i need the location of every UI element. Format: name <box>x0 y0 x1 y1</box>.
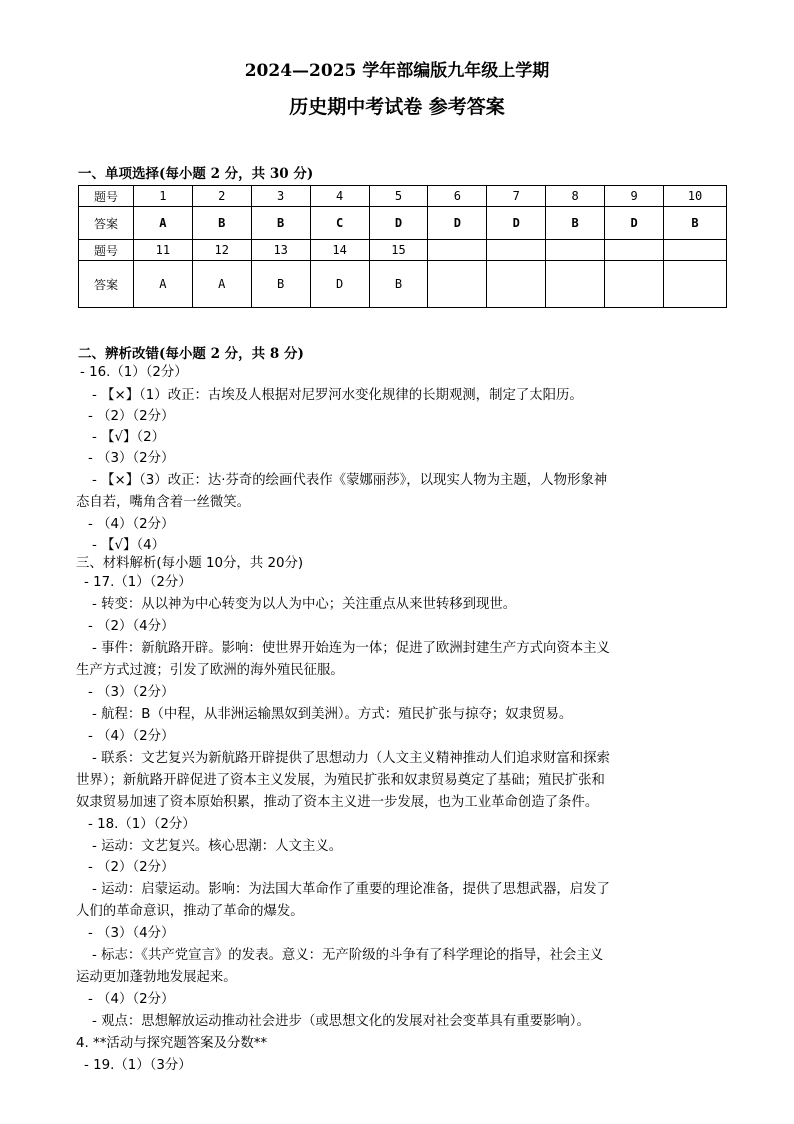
empty-cell <box>546 261 605 308</box>
answer-line: - （4）（2分） <box>88 517 175 532</box>
answer-line: - 【√】（2） <box>92 430 166 445</box>
answer-line: - 运动：文艺复兴。核心思潮：人文主义。 <box>92 839 343 854</box>
answer-cell: D <box>428 207 487 240</box>
answer-cell: D <box>605 207 664 240</box>
answer-line: - 转变：从以神为中心转变为以人为中心；关注重点从来世转移到现世。 <box>92 597 517 612</box>
question-number: 8 <box>546 186 605 207</box>
answer-line: - 【×】（1）改正：古埃及人根据对尼罗河水变化规律的长期观测，制定了太阳历。 <box>92 388 583 403</box>
question-number: 13 <box>251 240 310 261</box>
answer-line: - 16.（1）（2分） <box>80 365 188 380</box>
question-number: 9 <box>605 186 664 207</box>
answer-cell: B <box>664 207 727 240</box>
answer-line: - 17.（1）（2分） <box>84 575 192 590</box>
answer-line: 运动更加蓬勃地发展起来。 <box>76 970 237 985</box>
table-row-numbers-1 <box>79 186 727 207</box>
table-row-numbers-2 <box>79 240 727 261</box>
answer-line: - 【√】（4） <box>92 538 166 553</box>
empty-cell <box>428 261 487 308</box>
answer-line: 奴隶贸易加速了资本原始积累，推动了资本主义进一步发展，也为工业革命创造了条件。 <box>76 795 599 810</box>
question-number: 15 <box>369 240 428 261</box>
answer-line: - （4）（2分） <box>88 992 175 1007</box>
answer-line: - 航程：B（中程，从非洲运输黑奴到美洲）。方式：殖民扩张与掠夺；奴隶贸易。 <box>92 707 573 722</box>
empty-cell <box>487 261 546 308</box>
question-number: 7 <box>487 186 546 207</box>
answer-line: - 事件：新航路开辟。影响：使世界开始连为一体；促进了欧洲封建生产方式向资本主义 <box>92 641 610 656</box>
empty-cell <box>428 240 487 261</box>
answer-cell: D <box>310 261 369 308</box>
question-number: 1 <box>133 186 192 207</box>
section3-heading: 三、材料解析(每小题 10分，共 20分) <box>76 556 304 571</box>
answer-cell: B <box>546 207 605 240</box>
answer-line: 世界）；新航路开辟促进了资本主义发展，为殖民扩张和奴隶贸易奠定了基础；殖民扩张和 <box>76 773 605 788</box>
table-row-answers-1 <box>79 207 727 240</box>
table-row-answers-2 <box>79 261 727 308</box>
question-number: 2 <box>192 186 251 207</box>
answer-cell: B <box>192 207 251 240</box>
empty-cell <box>664 240 727 261</box>
answer-line: - 19.（1）（3分） <box>84 1058 192 1073</box>
answer-line: - 标志：《共产党宣言》的发表。意义：无产阶级的斗争有了科学理论的指导，社会主义 <box>92 948 604 963</box>
answer-line: - （3）（4分） <box>88 926 175 941</box>
answer-line: - （2）（2分） <box>88 409 175 424</box>
answer-line: - 运动：启蒙运动。影响：为法国大革命作了重要的理论准备，提供了思想武器，启发了 <box>92 882 610 897</box>
section2-heading: 二、辨析改错(每小题 2 分，共 8 分) <box>78 346 304 362</box>
answer-line: - （3）（2分） <box>88 451 175 466</box>
section1-heading: 一、单项选择(每小题 2 分，共 30 分) <box>78 166 314 182</box>
answer-line: - 观点：思想解放运动推动社会进步（或思想文化的发展对社会变革具有重要影响）。 <box>92 1014 590 1029</box>
answer-line: 态自若，嘴角含着一丝微笑。 <box>76 495 251 510</box>
question-number: 12 <box>192 240 251 261</box>
question-number: 4 <box>310 186 369 207</box>
question-number: 3 <box>251 186 310 207</box>
row-label-answer: 答案 <box>79 207 134 240</box>
row-label-number: 题号 <box>79 240 134 261</box>
empty-cell <box>487 240 546 261</box>
answer-line: - （2）（2分） <box>88 860 175 875</box>
answer-cell: B <box>251 207 310 240</box>
empty-cell <box>546 240 605 261</box>
question-number: 6 <box>428 186 487 207</box>
answer-cell: A <box>192 261 251 308</box>
answer-line: - 【×】（3）改正：达·芬奇的绘画代表作《蒙娜丽莎》，以现实人物为主题，人物形象神 <box>92 473 608 488</box>
answer-line: - 18.（1）（2分） <box>88 817 196 832</box>
answer-cell: A <box>133 261 192 308</box>
answer-cell: D <box>487 207 546 240</box>
empty-cell <box>605 261 664 308</box>
question-number: 5 <box>369 186 428 207</box>
answer-cell: A <box>133 207 192 240</box>
empty-cell <box>664 261 727 308</box>
row-label-answer: 答案 <box>79 261 134 308</box>
answer-cell: B <box>251 261 310 308</box>
question-number: 14 <box>310 240 369 261</box>
row-label-number: 题号 <box>79 186 134 207</box>
answer-cell: C <box>310 207 369 240</box>
empty-cell <box>605 240 664 261</box>
answer-table <box>78 185 727 308</box>
question-number: 10 <box>664 186 727 207</box>
answer-line: - 联系：文艺复兴为新航路开辟提供了思想动力（人文主义精神推动人们追求财富和探索 <box>92 751 610 766</box>
answer-line: 人们的革命意识，推动了革命的爆发。 <box>76 904 304 919</box>
section4-heading: 4. **活动与探究题答案及分数** <box>76 1036 268 1051</box>
answer-line: 生产方式过渡；引发了欧洲的海外殖民征服。 <box>76 663 344 678</box>
answer-line: - （3）（2分） <box>88 685 175 700</box>
document-subtitle: 历史期中考试卷 参考答案 <box>289 96 505 118</box>
answer-cell: D <box>369 207 428 240</box>
answer-cell: B <box>369 261 428 308</box>
question-number: 11 <box>133 240 192 261</box>
document-title: 2024—2025 学年部编版九年级上学期 <box>244 61 550 81</box>
answer-line: - （2）（4分） <box>88 619 175 634</box>
answer-line: - （4）（2分） <box>88 729 175 744</box>
